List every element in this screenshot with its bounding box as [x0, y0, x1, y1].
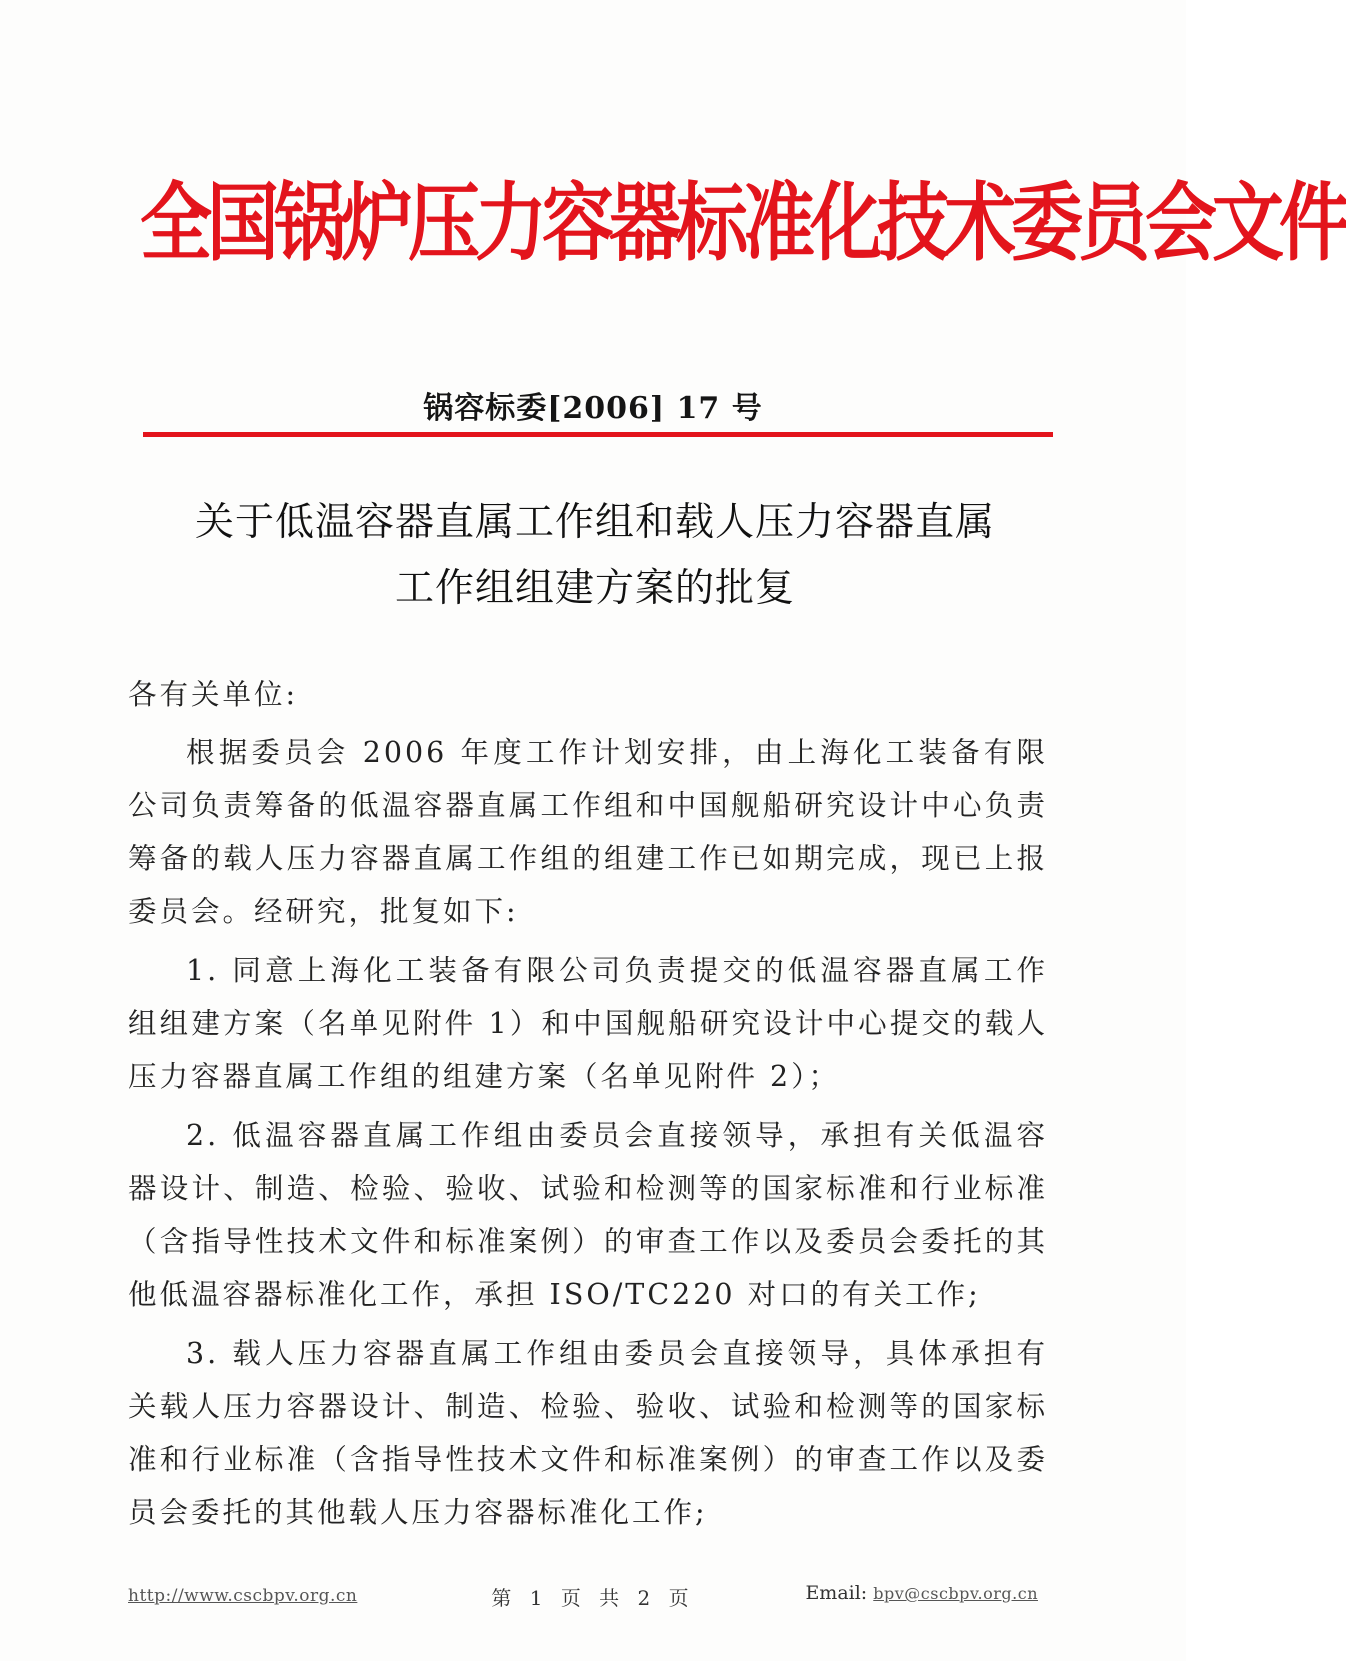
- red-divider-line: [143, 432, 1053, 437]
- document-number: 锅容标委[2006] 17 号: [423, 391, 763, 426]
- masthead-title: 全国锅炉压力容器标准化技术委员会文件: [140, 173, 1346, 273]
- page-footer: [0, 1582, 1186, 1612]
- body-paragraph-item-1: 1. 同意上海化工装备有限公司负责提交的低温容器直属工作组组建方案（名单见附件 1）和中国舰船研究设计中心提交的载人压力容器直属工作组的组建方案（名单见附件 2）；: [128, 954, 1048, 1093]
- body-paragraph-intro: 根据委员会 2006 年度工作计划安排，由上海化工装备有限公司负责筹备的低温容器直属工作组和中国舰船研究设计中心负责筹备的载人压力容器直属工作组的组建工作已如期完成，现已上报委员会。经研究，批复如下:: [128, 736, 1048, 928]
- footer-page-number: 第 1 页 共 2 页: [491, 1586, 695, 1610]
- document-body: [128, 668, 1048, 1545]
- footer-email: [805, 1582, 1038, 1604]
- body-paragraph-item-3: 3. 载人压力容器直属工作组由委员会直接领导，具体承担有关载人压力容器设计、制造、检验、验收、试验和检测等的国家标准和行业标准（含指导性技术文件和标准案例）的审查工作以及委员会委托的其他载人压力容器标准化工作;: [128, 1337, 1048, 1529]
- footer-email-link[interactable]: bpv@cscbpv.org.cn: [873, 1584, 1038, 1603]
- document-title: [140, 490, 1050, 622]
- footer-email-label: Email:: [805, 1582, 874, 1604]
- document-title-line-2: 工作组组建方案的批复: [394, 566, 795, 611]
- body-paragraph-item-2: 2. 低温容器直属工作组由委员会直接领导，承担有关低温容器设计、制造、检验、验收、试验和检测等的国家标准和行业标准（含指导性技术文件和标准案例）的审查工作以及委员会委托的其他低温容器标准化工作，承担 ISO/TC220 对口的有关工作;: [128, 1119, 1048, 1311]
- document-title-line-1: 关于低温容器直属工作组和载人压力容器直属: [194, 500, 995, 545]
- footer-website-link[interactable]: http://www.cscbpv.org.cn: [128, 1586, 358, 1606]
- salutation: 各有关单位:: [128, 678, 299, 711]
